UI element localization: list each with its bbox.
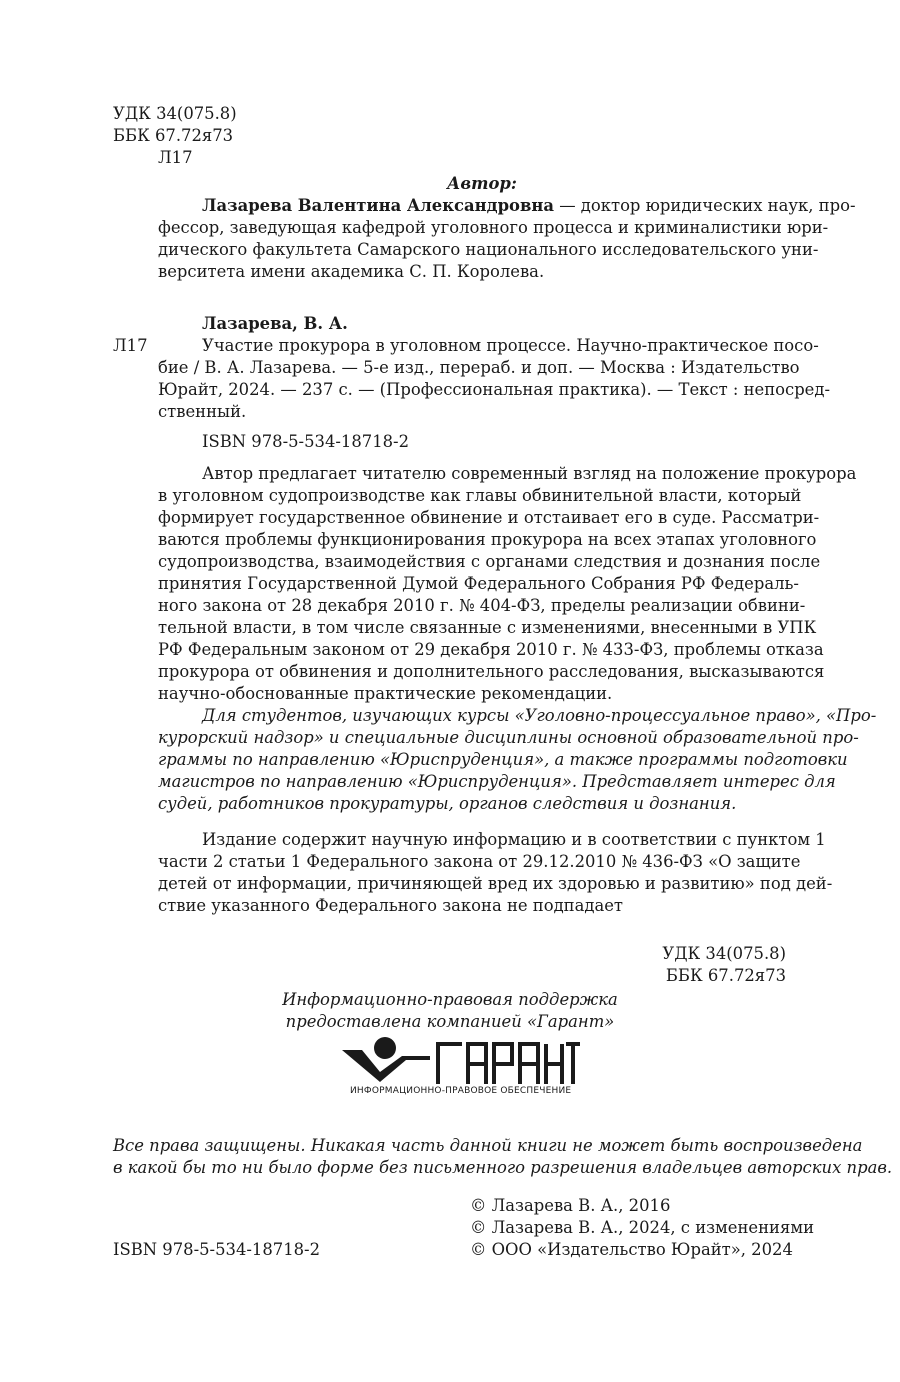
audience-line: судей, работников прокуратуры, органов следствия и дознания. (158, 794, 737, 813)
legal-notice-line: ствие указанного Федерального закона не подпадает (158, 896, 623, 915)
garant-tagline: ИНФОРМАЦИОННО-ПРАВОВОЕ ОБЕСПЕЧЕНИЕ (350, 1086, 572, 1096)
abstract-line: в уголовном судопроизводстве как главы обвинительной власти, который (158, 486, 802, 505)
rights-line-2: в какой бы то ни было форме без письменного разрешения владельцев авторских прав. (113, 1158, 893, 1177)
author-heading: Автор: (447, 174, 517, 193)
author-bio-line-2: фессор, заведующая кафедрой уголовного процесса и криминалистики юри- (158, 218, 829, 237)
bbk-code-right: ББК 67.72я73 (665, 966, 786, 985)
author-bio-1: — доктор юридических наук, про- (553, 196, 856, 215)
isbn-main: ISBN 978-5-534-18718-2 (202, 432, 410, 451)
udk-code: УДК 34(075.8) (113, 104, 237, 123)
bibliographic-line-2: бие / В. А. Лазарева. — 5-е изд., перераб. и доп. — Москва : Издательство (158, 358, 800, 377)
audience-line: граммы по направлению «Юриспруденция», а также программы подготовки (158, 750, 848, 769)
author-sign-code: Л17 (158, 148, 193, 167)
isbn-footer: ISBN 978-5-534-18718-2 (113, 1240, 321, 1259)
legal-notice-line: Издание содержит научную информацию и в соответствии с пунктом 1 (202, 830, 826, 849)
abstract-line: РФ Федеральным законом от 29 декабря 2010 г. № 433-ФЗ, проблемы отказа (158, 640, 824, 659)
garant-support-line-1: Информационно-правовая поддержка (282, 990, 618, 1009)
legal-notice-line: детей от информации, причиняющей вред их здоровью и развитию» под дей- (158, 874, 833, 893)
author-bio-line-4: верситета имени академика С. П. Королева. (158, 262, 545, 281)
bibliographic-line-3: Юрайт, 2024. — 237 с. — (Профессиональная практика). — Текст : непосред- (158, 380, 831, 399)
abstract-line: научно-обоснованные практические рекомендации. (158, 684, 613, 703)
author-bio-line-3: дического факультета Самарского национального исследовательского уни- (158, 240, 819, 259)
bibliographic-line-4: ственный. (158, 402, 247, 421)
audience-line: курорский надзор» и специальные дисциплины основной образовательной про- (158, 728, 859, 747)
copyright-line: © ООО «Издательство Юрайт», 2024 (470, 1240, 793, 1259)
garant-emblem-icon (340, 1036, 580, 1090)
abstract-line: прокурора от обвинения и дополнительного расследования, высказываются (158, 662, 825, 681)
bbk-code: ББК 67.72я73 (113, 126, 234, 145)
garant-logo (340, 1036, 580, 1102)
abstract-line: тельной власти, в том числе связанные с изменениями, внесенными в УПК (158, 618, 817, 637)
garant-support-line-2: предоставлена компанией «Гарант» (285, 1012, 615, 1031)
abstract-line: судопроизводства, взаимодействия с органами следствия и дознания после (158, 552, 821, 571)
udk-code-right: УДК 34(075.8) (662, 944, 786, 963)
author-bio-line-1 (202, 195, 856, 217)
bibliographic-heading: Лазарева, В. А. (202, 314, 348, 333)
audience-line: магистров по направлению «Юриспруденция». Представляет интерес для (158, 772, 836, 791)
abstract-line: ного закона от 28 декабря 2010 г. № 404-ФЗ, пределы реализации обвини- (158, 596, 806, 615)
abstract-line: ваются проблемы функционирования прокурора на всех этапах уголовного (158, 530, 817, 549)
author-name: Лазарева Валентина Александровна (202, 196, 554, 215)
abstract-line: Автор предлагает читателю современный взгляд на положение прокурора (202, 464, 857, 483)
copyright-line: © Лазарева В. А., 2024, с изменениями (470, 1218, 814, 1237)
abstract-line: формирует государственное обвинение и отстаивает его в суде. Рассматри- (158, 508, 820, 527)
bibliographic-code: Л17 (113, 336, 148, 355)
audience-line: Для студентов, изучающих курсы «Уголовно-процессуальное право», «Про- (202, 706, 877, 725)
rights-line-1: Все права защищены. Никакая часть данной книги не может быть воспроизведена (113, 1136, 863, 1155)
legal-notice-line: части 2 статьи 1 Федерального закона от 29.12.2010 № 436-ФЗ «О защите (158, 852, 801, 871)
abstract-line: принятия Государственной Думой Федерального Собрания РФ Федераль- (158, 574, 799, 593)
bibliographic-line-1: Участие прокурора в уголовном процессе. Научно-практическое посо- (202, 336, 819, 355)
copyright-line: © Лазарева В. А., 2016 (470, 1196, 671, 1215)
